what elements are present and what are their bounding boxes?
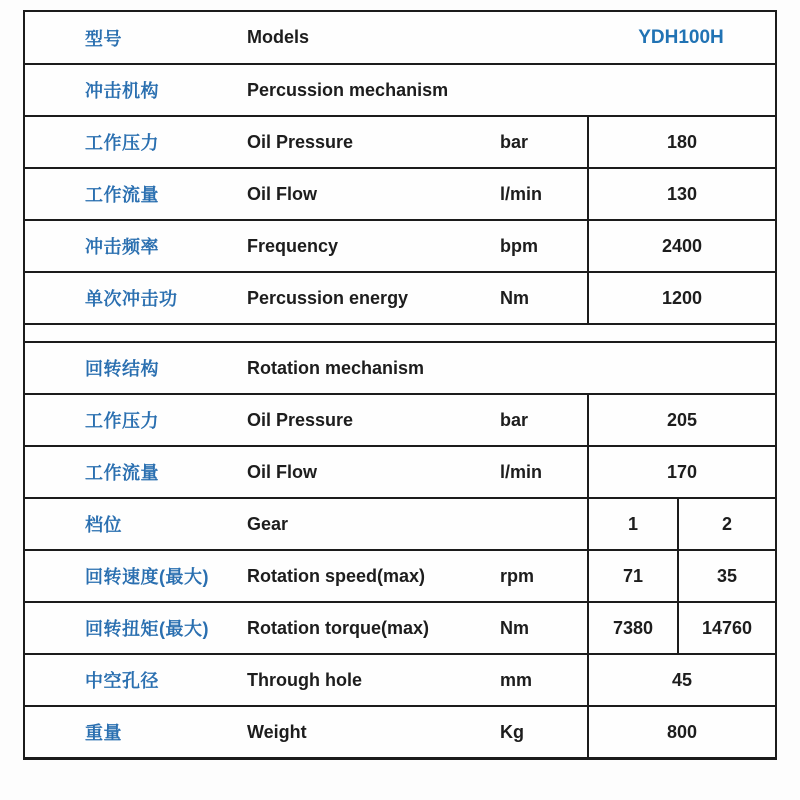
label-en: Weight bbox=[247, 721, 307, 742]
table-row bbox=[25, 393, 775, 445]
value-gear-2: 2 bbox=[677, 499, 775, 549]
label-en: Oil Flow bbox=[247, 461, 317, 482]
table-row bbox=[25, 705, 775, 757]
value-gear-2: 14760 bbox=[677, 603, 775, 653]
label-en: Rotation torque(max) bbox=[247, 617, 429, 638]
unit: Kg bbox=[500, 721, 524, 742]
label-cn: 回转速度(最大) bbox=[85, 567, 209, 587]
table-row-model bbox=[25, 12, 775, 63]
label-en-model: Models bbox=[247, 27, 310, 47]
unit: Nm bbox=[500, 617, 530, 638]
value: 130 bbox=[587, 169, 775, 219]
value: 800 bbox=[587, 707, 775, 757]
label-cn: 档位 bbox=[85, 515, 122, 535]
section-label-cn: 回转结构 bbox=[85, 359, 159, 379]
value: 180 bbox=[587, 117, 775, 167]
section-label-en: Percussion mechanism bbox=[247, 79, 449, 100]
label-cn: 中空孔径 bbox=[85, 671, 159, 691]
value: 45 bbox=[587, 655, 775, 705]
value-gear-2: 35 bbox=[677, 551, 775, 601]
table-row bbox=[25, 167, 775, 219]
unit: l/min bbox=[500, 461, 543, 482]
label-cn: 冲击频率 bbox=[85, 237, 159, 257]
label-en: Through hole bbox=[247, 669, 362, 690]
label-cn: 重量 bbox=[85, 723, 122, 743]
label-en: Oil Pressure bbox=[247, 409, 354, 430]
value: 2400 bbox=[587, 221, 775, 271]
unit: rpm bbox=[500, 565, 535, 586]
unit: bar bbox=[500, 131, 529, 152]
unit: bpm bbox=[500, 235, 538, 256]
value: 170 bbox=[587, 447, 775, 497]
unit: l/min bbox=[500, 183, 543, 204]
label-cn: 工作流量 bbox=[85, 463, 159, 483]
unit: Nm bbox=[500, 287, 530, 308]
section-separator bbox=[25, 323, 775, 341]
table-row bbox=[25, 115, 775, 167]
label-cn: 工作压力 bbox=[85, 133, 159, 153]
table-row bbox=[25, 653, 775, 705]
section-label-en: Rotation mechanism bbox=[247, 357, 425, 378]
label-en: Frequency bbox=[247, 235, 339, 256]
unit bbox=[500, 499, 587, 549]
label-en: Gear bbox=[247, 513, 289, 534]
table-row bbox=[25, 445, 775, 497]
value-gear-1: 7380 bbox=[587, 603, 677, 653]
table-row-section-percussion bbox=[25, 63, 775, 115]
table-row bbox=[25, 601, 775, 653]
unit-empty bbox=[500, 12, 587, 63]
section-label-cn: 冲击机构 bbox=[85, 81, 159, 101]
table-row bbox=[25, 219, 775, 271]
label-en: Rotation speed(max) bbox=[247, 565, 426, 586]
unit: mm bbox=[500, 669, 533, 690]
value-gear-1: 71 bbox=[587, 551, 677, 601]
label-en: Oil Pressure bbox=[247, 131, 354, 152]
unit: bar bbox=[500, 409, 529, 430]
table-row bbox=[25, 271, 775, 323]
label-cn: 工作压力 bbox=[85, 411, 159, 431]
value: 1200 bbox=[587, 273, 775, 323]
label-en: Percussion energy bbox=[247, 287, 409, 308]
spec-table bbox=[23, 10, 777, 760]
label-cn: 单次冲击功 bbox=[85, 289, 178, 309]
label-cn: 回转扭矩(最大) bbox=[85, 619, 209, 639]
value-gear-1: 1 bbox=[587, 499, 677, 549]
model-value: YDH100H bbox=[638, 26, 724, 48]
value: 205 bbox=[587, 395, 775, 445]
label-en: Oil Flow bbox=[247, 183, 317, 204]
table-row bbox=[25, 549, 775, 601]
label-cn-model: 型号 bbox=[85, 28, 122, 49]
label-cn: 工作流量 bbox=[85, 185, 159, 205]
table-row-gear bbox=[25, 497, 775, 549]
table-row-section-rotation bbox=[25, 341, 775, 393]
